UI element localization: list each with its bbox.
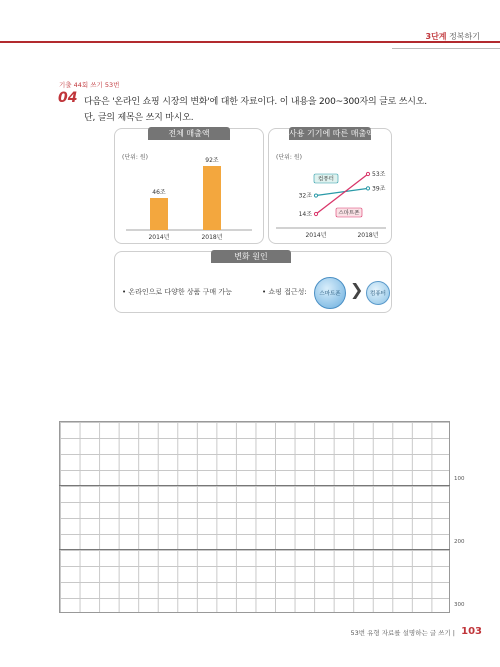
bar-value-label: 92조	[205, 157, 219, 164]
point-label: 39조	[372, 185, 386, 193]
cause-bullet-1: • 온라인으로 다양한 상품 구매 가능	[122, 288, 232, 296]
section-label: 정복하기	[449, 32, 480, 41]
point-label: 14조	[298, 211, 312, 218]
footer-text: 53번 유형 자료를 설명하는 글 쓰기 |	[350, 629, 455, 637]
grid-mark-300: 300	[454, 602, 465, 608]
smartphone-circle: 스마트폰	[314, 277, 346, 309]
cause-title: 변화 원인	[211, 250, 291, 263]
total-sales-unit: (단위: 원)	[122, 154, 148, 161]
point-label: 53조	[372, 171, 386, 178]
device-sales-chart	[268, 128, 390, 242]
question-number: 04	[58, 90, 78, 106]
header-subrule	[392, 48, 500, 49]
line-category-label: 2014년	[305, 232, 327, 239]
series-point	[314, 194, 317, 197]
cause-bullet-2: • 쇼핑 접근성:	[262, 288, 307, 296]
question-line-1: 다음은 '온라인 쇼핑 시장의 변화'에 대한 자료이다. 이 내용을 200~300자의 글로 쓰시오.	[84, 97, 427, 107]
question-line-2: 단, 글의 제목은 쓰지 마시오.	[84, 113, 194, 123]
total-sales-title: 전체 매출액	[148, 127, 230, 140]
bar-2018년	[203, 166, 221, 230]
series-badge-label: 스마트폰	[338, 210, 360, 217]
section-title	[426, 31, 481, 42]
bar-2014년	[150, 198, 168, 230]
grid-section-line	[59, 485, 450, 486]
computer-circle: 컴퓨터	[366, 281, 390, 305]
writing-grid	[59, 421, 450, 613]
point-label: 32조	[298, 192, 312, 200]
device-sales-title: 사용 기기에 따른 매출액	[289, 129, 374, 138]
device-sales-unit: (단위: 원)	[276, 154, 302, 161]
grid-mark-100: 100	[454, 476, 465, 482]
section-number: 3단계	[425, 32, 447, 41]
series-point	[314, 212, 317, 215]
series-point	[366, 172, 369, 175]
grid-section-line	[59, 549, 450, 550]
page-number: 103	[461, 626, 482, 637]
question-reference: 기출 44회 쓰기 53번	[59, 81, 120, 89]
bar-category-label: 2018년	[201, 234, 223, 241]
series-badge-label: 컴퓨터	[318, 176, 334, 183]
grid-mark-200: 200	[454, 539, 465, 545]
line-category-label: 2018년	[357, 232, 379, 239]
total-sales-chart	[114, 128, 262, 242]
series-point	[366, 187, 369, 190]
chevron-right-icon: ❯	[350, 280, 364, 299]
bar-value-label: 46조	[152, 189, 166, 196]
bar-category-label: 2014년	[148, 234, 170, 241]
